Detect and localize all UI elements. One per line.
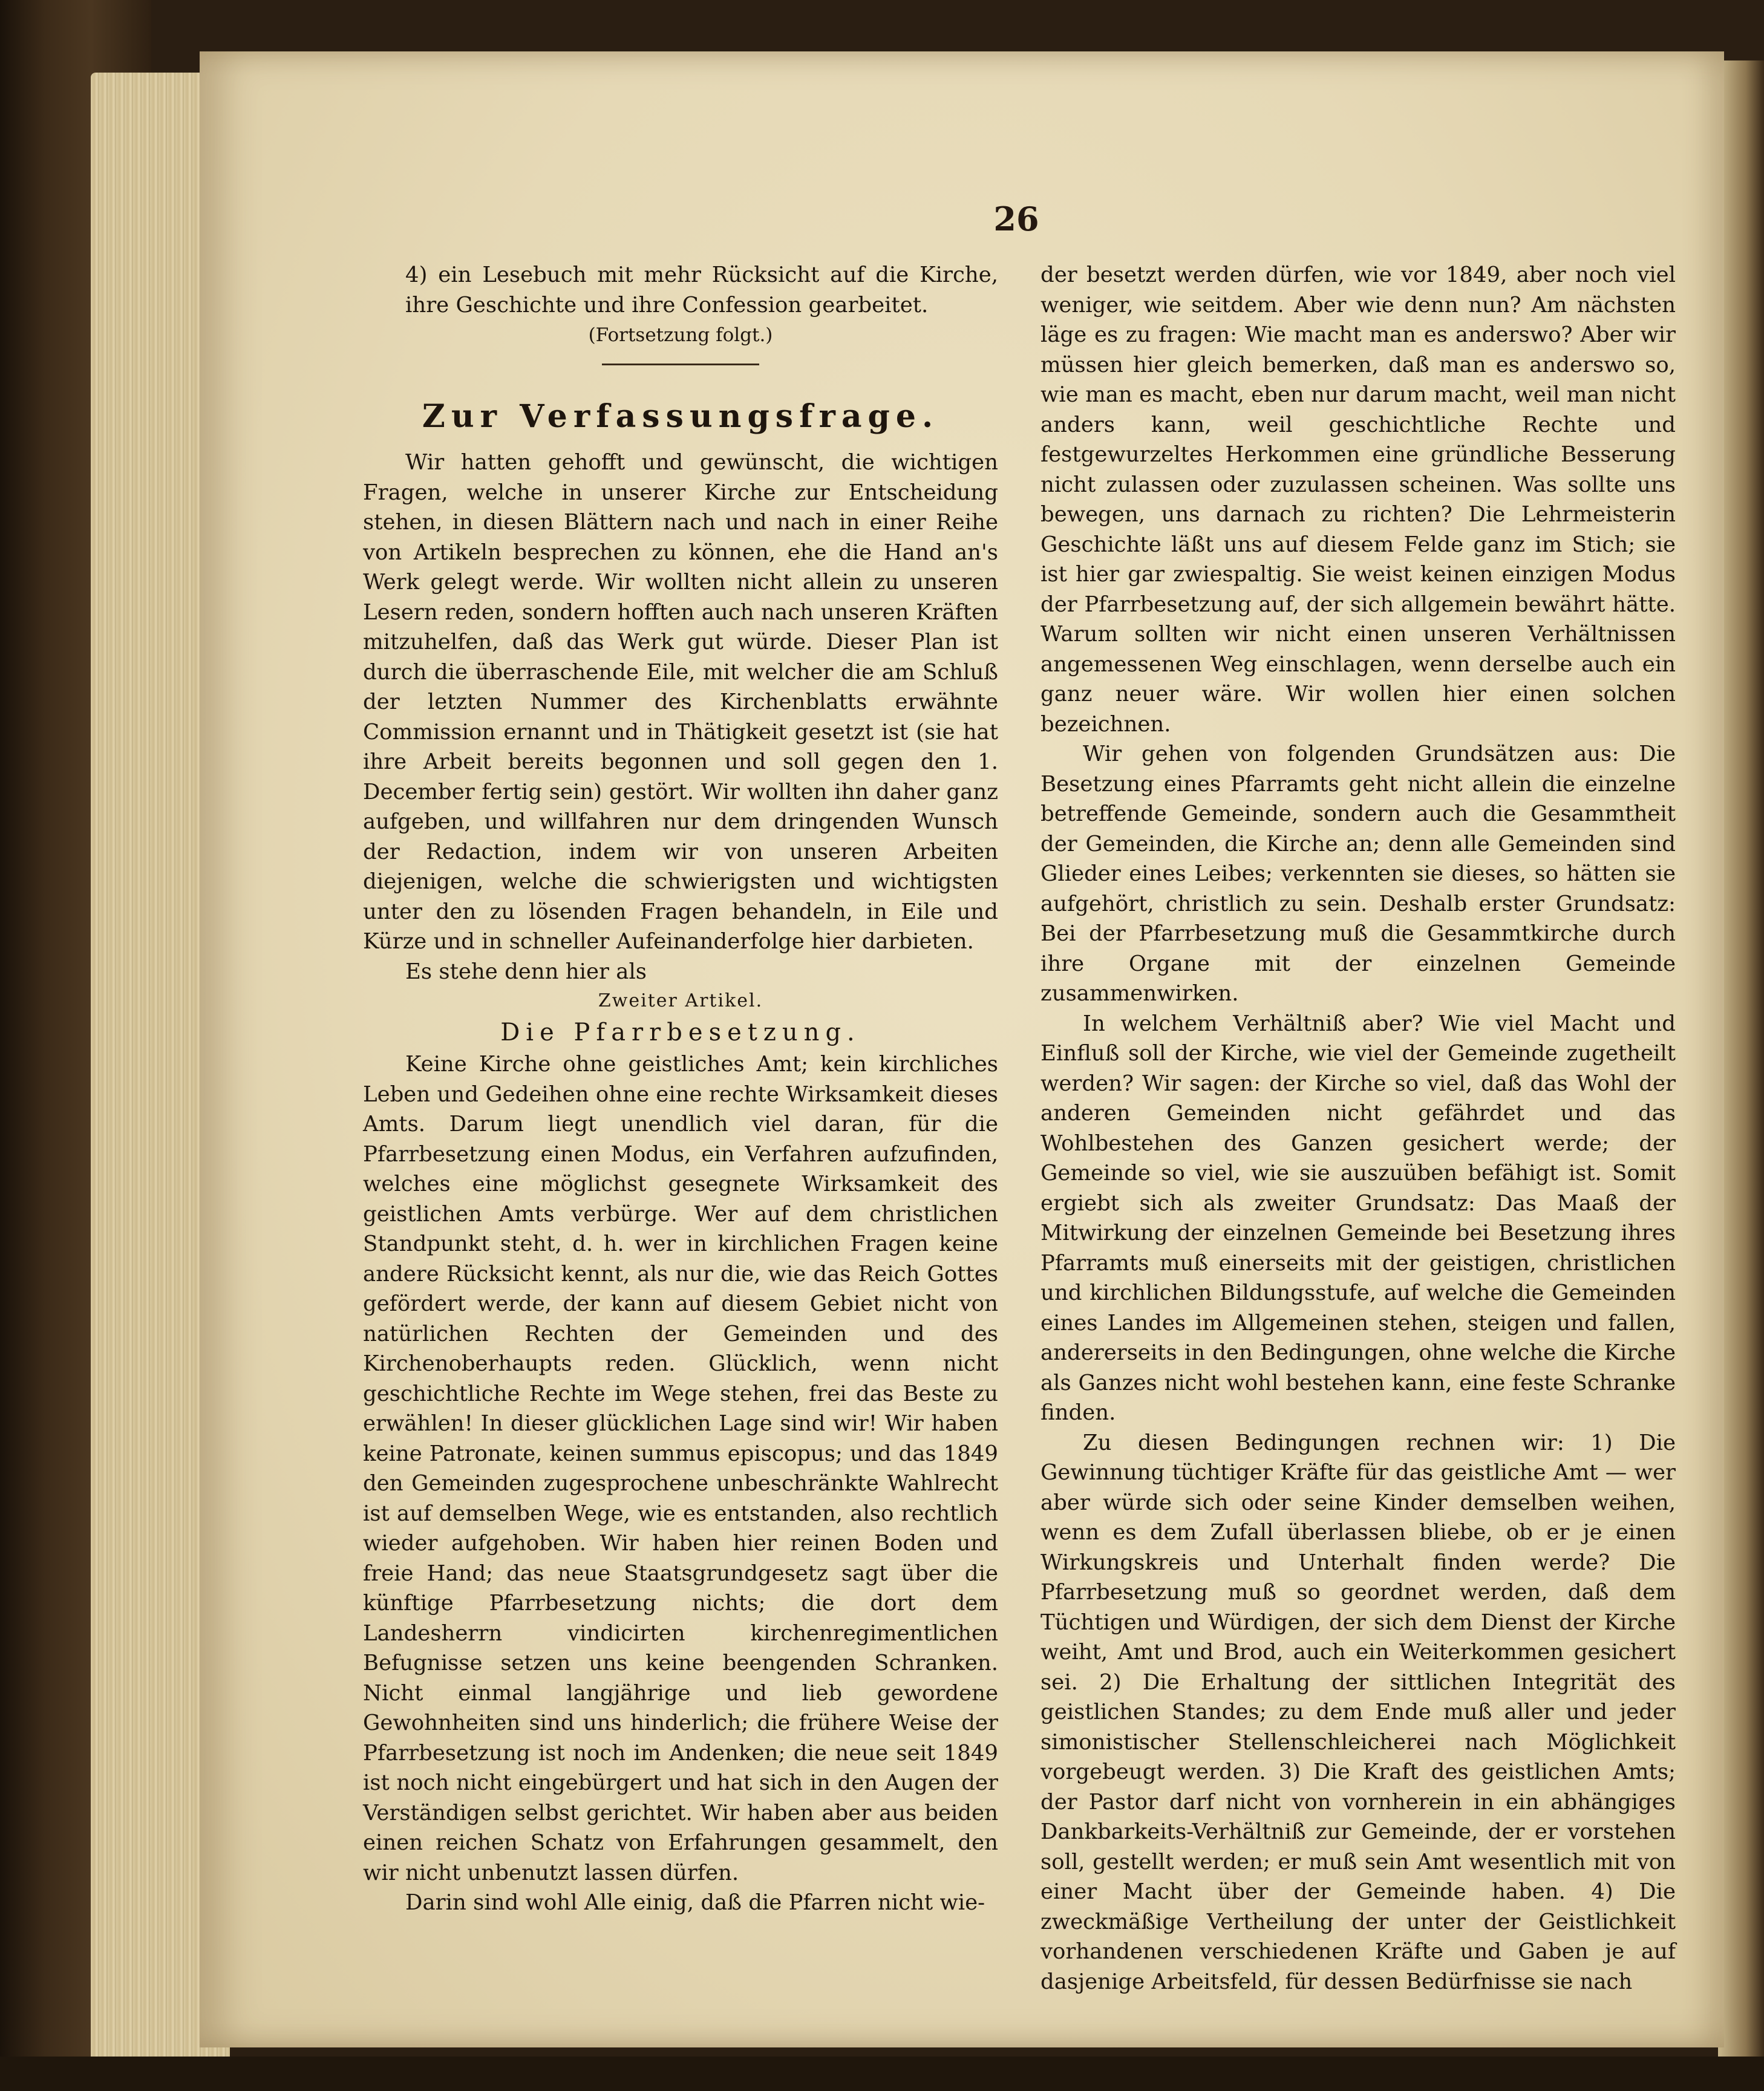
page-number: 26 (993, 200, 1039, 238)
list-item-4: 4) ein Lesebuch mit mehr Rücksicht auf die Kirche, ihre Geschichte und ihre Confession gearbeitet. (405, 263, 998, 318)
continuation-note: (Fortsetzung folgt.) (588, 324, 773, 346)
section-divider (602, 364, 759, 365)
section-heading: Zur Verfassungsfrage. (422, 398, 939, 435)
page-right-edge (1718, 60, 1764, 2057)
paragraph: Darin sind wohl Alle einig, daß die Pfarren nicht wie- (405, 1890, 985, 1915)
paragraph: In welchem Verhältniß aber? Wie viel Macht und Einfluß soll der Kirche, wie viel der Gemeinde zugetheilt werden? Wir sagen: der Kirche so viel, daß das Wohl der anderen Gemeinden nicht gefährdet und das Wohlbestehen des Ganzen gesichert werde; der Gemeinde so viel, wie sie auszuüben befähigt ist. Somit ergiebt sich als zweiter Grundsatz: Das Maaß der Mitwirkung der einzelnen Gemeinde bei Besetzung ihres Pfarramts muß einerseits mit der geistigen, christlichen und kirchlichen Bildungsstufe, auf welche die Gemeinden eines Landes im Allgemeinen stehen, steigen und fallen, andererseits in den Bedingungen, ohne welche die Kirche als Ganzes nicht wohl bestehen kann, eine feste Schranke finden. (1040, 1011, 1676, 1425)
paragraph: Es stehe denn hier als (405, 959, 647, 984)
paragraph: Wir gehen von folgenden Grundsätzen aus: Die Besetzung eines Pfarramts geht nicht allein die einzelne betreffende Gemeinde, sondern auch die Gesammtheit der Gemeinden, die Kirche an; denn alle Gemeinden sind Glieder eines Leibes; verkennten sie dieses, so hätten sie aufgehört, christlich zu sein. Deshalb erster Grundsatz: Bei der Pfarrbesetzung muß die Gesammtkirche durch ihre Organe mit der einzelnen Gemeinde zusammenwirken. (1040, 742, 1676, 1006)
article-label: Zweiter Artikel. (598, 990, 763, 1011)
paragraph: Keine Kirche ohne geistliches Amt; kein kirchliches Leben und Gedeihen ohne eine rechte Wirksamkeit dieses Amts. Darum liegt unendlich viel daran, für die Pfarrbesetzung einen Modus, ein Verfahren aufzufinden, welches eine möglichst gesegnete Wirksamkeit des geistlichen Amts verbürge. Wer auf dem christlichen Standpunkt steht, d. h. wer in kirchlichen Fragen keine andere Rücksicht kennt, als nur die, wie das Reich Gottes gefördert werde, der kann auf diesem Gebiet nicht von natürlichen Rechten der Gemeinden und des Kirchenoberhaupts reden. Glücklich, wenn nicht geschichtliche Rechte im Wege stehen, frei das Beste zu erwählen! In dieser glücklichen Lage sind wir! Wir haben keine Patronate, keinen summus episcopus; und das 1849 den Gemeinden zugesprochene unbeschränkte Wahlrecht ist auf demselben Wege, wie es entstanden, also rechtlich wieder aufgehoben. Wir haben hier reinen Boden und freie Hand; das neue Staatsgrundgesetz sagt über die künftige Pfarrbesetzung nichts; die dort dem Landesherrn vindicirten kirchenregimentlichen Befugnisse setzen uns keine beengenden Schranken. Nicht einmal langjährige und lieb gewordene Gewohnheiten sind uns hinderlich; die frühere Weise der Pfarrbesetzung ist noch im Andenken; die neue seit 1849 ist noch nicht eingebürgert und hat sich in den Augen der Verständigen selbst gerichtet. Wir haben aber aus beiden einen reichen Schatz von Erfahrungen gesammelt, den wir nicht unbenutzt lassen dürfen. (363, 1052, 998, 1885)
book-cover-bottom (0, 2057, 1764, 2091)
paragraph: Zu diesen Bedingungen rechnen wir: 1) Die Gewinnung tüchtiger Kräfte für das geistliche Amt — wer aber würde sich oder seine Kinder demselben weihen, wenn es dem Zufall überlassen bliebe, ob er je einen Wirkungskreis und Unterhalt finden werde? Die Pfarrbesetzung muß so geordnet werden, daß dem Tüchtigen und Würdigen, der sich dem Dienst der Kirche weiht, Amt und Brod, auch ein Weiterkommen gesichert sei. 2) Die Erhaltung der sittlichen Integrität des geistlichen Standes; zu dem Ende muß aller und jeder simonistischer Stellenschleicherei nach Möglichkeit vorgebeugt werden. 3) Die Kraft des geistlichen Amts; der Pastor darf nicht von vornherein in ein abhängiges Dankbarkeits-Verhältniß zur Gemeinde, der er vorstehen soll, gestellt werden; er muß sein Amt wesentlich mit von einer Macht über der Gemeinde haben. 4) Die zweckmäßige Vertheilung der unter der Geistlichkeit vorhandenen verschiedenen Kräfte und Gaben je auf dasjenige Arbeitsfeld, für dessen Bedürfnisse sie nach (1040, 1430, 1676, 1994)
left-column (363, 260, 998, 1918)
article-title: Die Pfarrbesetzung. (500, 1019, 861, 1046)
paragraph: Wir hatten gehofft und gewünscht, die wichtigen Fragen, welche in unserer Kirche zur Entscheidung stehen, in diesen Blättern nach und nach in einer Reihe von Artikeln besprechen zu können, ehe die Hand an's Werk gelegt werde. Wir wollten nicht allein zu unseren Lesern reden, sondern hofften auch nach unseren Kräften mitzuhelfen, daß das Werk gut würde. Dieser Plan ist durch die überraschende Eile, mit welcher die am Schluß der letzten Nummer des Kirchenblatts erwähnte Commission ernannt und in Thätigkeit gesetzt ist (sie hat ihre Arbeit bereits begonnen und soll gegen den 1. December fertig sein) gestört. Wir wollten ihn daher ganz aufgeben, und willfahren nur dem dringenden Wunsch der Redaction, indem wir von unseren Arbeiten diejenigen, welche die schwierigsten und wichtigsten unter den zu lösenden Fragen behandeln, in Eile und Kürze und in schneller Aufeinanderfolge hier darbieten. (363, 450, 998, 954)
paragraph: der besetzt werden dürfen, wie vor 1849, aber noch viel weniger, wie seitdem. Aber wie denn nun? Am nächsten läge es zu fragen: Wie macht man es anderswo? Aber wir müssen hier gleich bemerken, daß man es anderswo so, wie man es macht, eben nur darum macht, weil man nicht anders kann, weil geschichtliche Rechte und festgewurzeltes Herkommen eine gründliche Besserung nicht zulassen oder zuzulassen scheinen. Was sollte uns bewegen, uns darnach zu richten? Die Lehrmeisterin Geschichte läßt uns auf diesem Felde ganz im Stich; sie ist hier gar zwiespaltig. Sie weist keinen einzigen Modus der Pfarrbesetzung auf, der sich allgemein bewährt hätte. Warum sollten wir nicht einen unseren Verhältnissen angemessenen Weg einschlagen, wenn derselbe auch ein ganz neuer wäre. Wir wollen hier einen solchen bezeichnen. (1040, 263, 1676, 737)
right-column (1040, 260, 1676, 1997)
